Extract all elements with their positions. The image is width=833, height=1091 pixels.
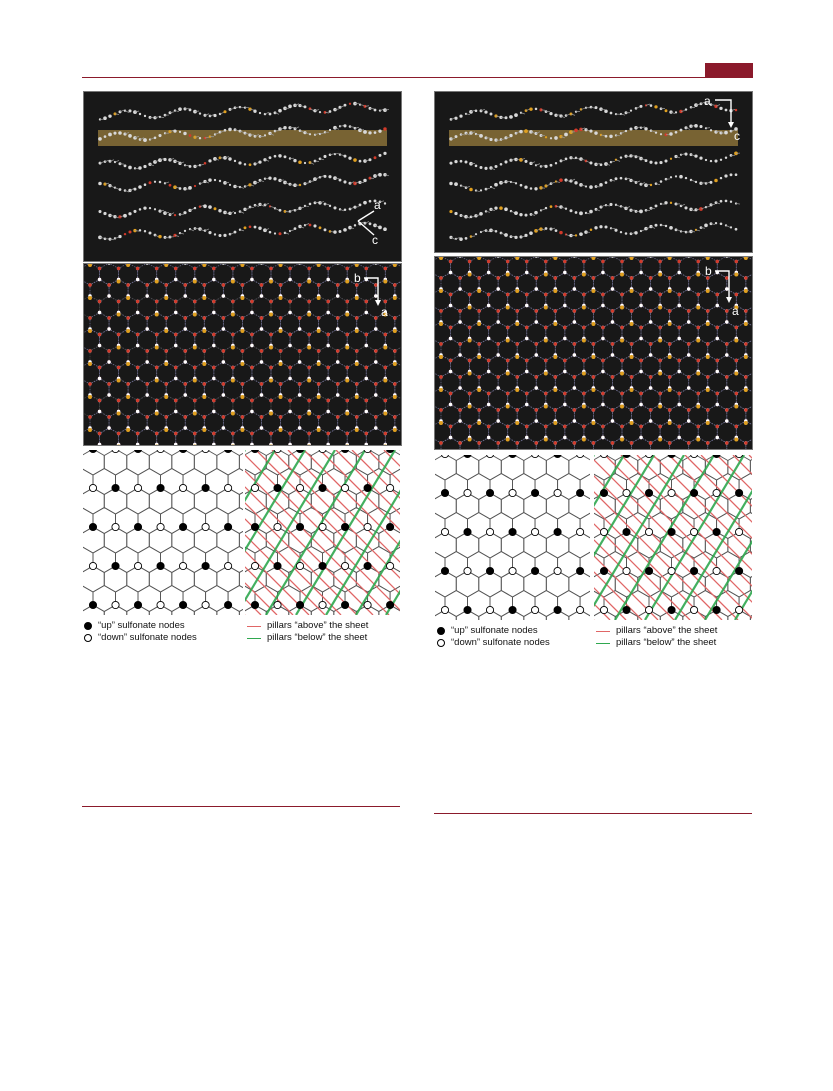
pillar-above-icon (596, 631, 610, 632)
up-node-icon (84, 622, 92, 630)
pillar-below-icon (247, 638, 261, 639)
axis-label-b: b (354, 271, 361, 285)
left-axis-ba (354, 268, 394, 318)
left-axis-ac (352, 195, 392, 245)
right-axis-ac (701, 94, 741, 144)
right-axis-ba (705, 261, 745, 319)
left-legend-nodes: “up” sulfonate nodes “down” sulfonate nodes (84, 620, 197, 644)
down-node-icon (84, 634, 92, 642)
right-footer-rule (434, 813, 752, 814)
right-crystal-top-view (434, 256, 753, 450)
left-honeycomb-schematic (83, 450, 243, 615)
left-pillar-schematic (245, 450, 400, 615)
axis-label-c: c (734, 129, 740, 143)
right-honeycomb-schematic (435, 455, 590, 620)
up-node-icon (437, 627, 445, 635)
left-legend-pillars: pillars “above” the sheet pillars “below” the sheet (247, 620, 368, 644)
header-rule (82, 77, 753, 78)
axis-label-a: a (732, 304, 739, 318)
right-legend-pillars: pillars “above” the sheet pillars “below” the sheet (596, 625, 717, 649)
axis-label-a: a (381, 305, 388, 318)
left-footer-rule (82, 806, 400, 807)
right-pillar-schematic (594, 455, 752, 620)
left-crystal-side-view (83, 91, 402, 262)
right-legend-nodes: “up” sulfonate nodes “down” sulfonate nodes (437, 625, 550, 649)
axis-label-b: b (705, 264, 712, 278)
down-node-icon (437, 639, 445, 647)
header-tab (705, 63, 753, 78)
pillar-below-icon (596, 643, 610, 644)
left-crystal-top-view (83, 263, 402, 446)
axis-label-c: c (372, 233, 378, 245)
axis-label-a: a (704, 94, 711, 108)
right-crystal-side-view (434, 91, 753, 253)
pillar-above-icon (247, 626, 261, 627)
axis-label-a: a (374, 198, 381, 212)
